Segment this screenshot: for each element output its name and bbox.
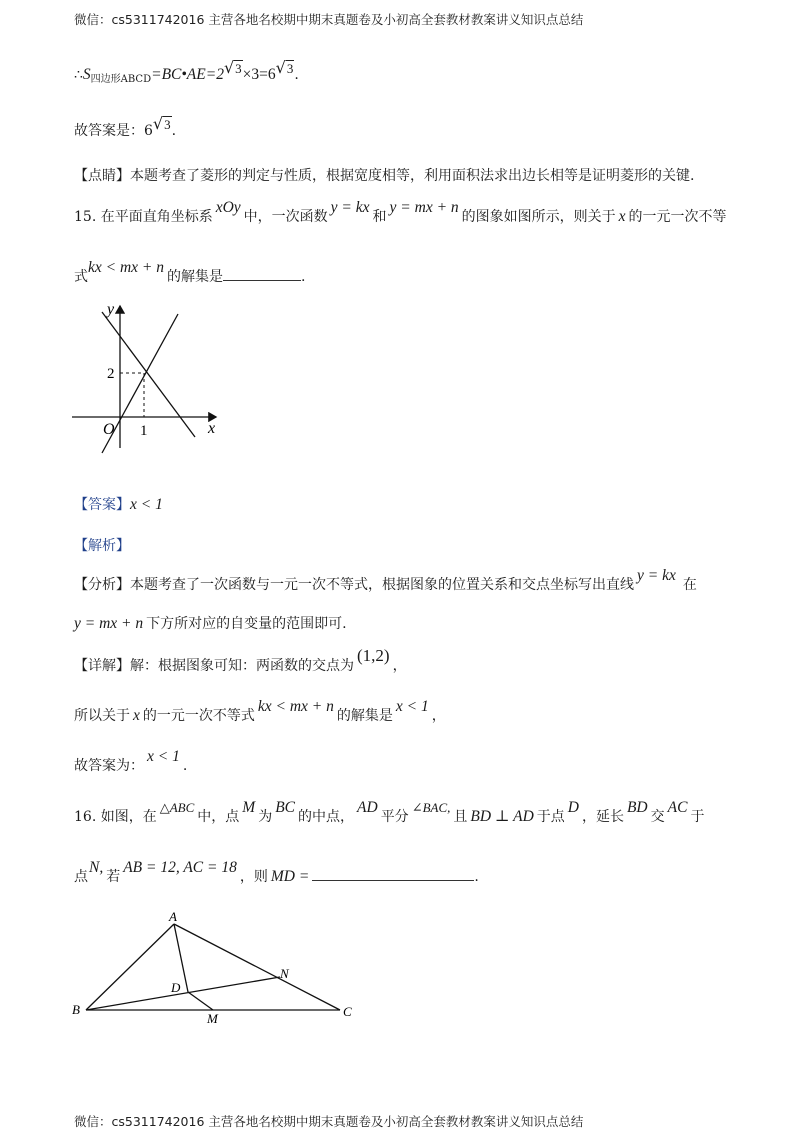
q15-final-line <box>74 748 188 775</box>
q15-xiangjie-line <box>74 646 407 675</box>
q15-xoy: xOy <box>215 199 241 216</box>
q16-answer-blank <box>312 868 474 881</box>
so-x: x <box>133 707 140 724</box>
q15-text7: 的解集是 <box>167 269 224 285</box>
point-n: N <box>280 966 289 981</box>
page-footer: 微信：cs5311742016 主营各地名校期中期末真题卷及小初高全套教材教案讲义知识点总结 <box>74 1114 584 1129</box>
label-y: y <box>107 301 115 318</box>
q16-text9: 交 <box>650 809 665 825</box>
p14-answer-line <box>74 114 177 140</box>
p14-comment-line <box>74 165 694 185</box>
q15-so-line <box>74 698 446 725</box>
q16-triangle-figure <box>64 906 364 1030</box>
label-origin: O <box>103 421 115 438</box>
page-header: 微信：cs5311742016 主营各地名校期中期末真题卷及小初高全套教材教案讲义知识点总结 <box>74 12 584 27</box>
q16-text2: 中，点 <box>197 809 240 825</box>
area-eq-part2: ×3=6 <box>242 66 276 83</box>
final-answer: x < 1 <box>147 748 180 765</box>
q16-number: 16. <box>74 809 97 825</box>
point-d: D <box>171 980 181 995</box>
q16-angle: ∠BAC, <box>411 800 451 815</box>
q16-text8: ，延长 <box>581 809 624 825</box>
xiangjie-text: 解：根据图象可知：两函数的交点为 <box>130 658 354 674</box>
sqrt-3-answer: √3 <box>152 114 171 133</box>
q15-fenxi-line <box>74 567 697 594</box>
q16-line1 <box>74 799 705 826</box>
q16-text5: 平分 <box>380 809 409 825</box>
q16-text14: . <box>474 869 479 885</box>
q16-text6: 且 <box>453 809 468 825</box>
point-m: M <box>207 1011 218 1026</box>
q16-bc: BC <box>275 799 296 816</box>
q15-text4: 的图象如图所示，则关于 <box>461 209 616 225</box>
final-text: 故答案为： <box>74 758 144 774</box>
q15-text2: 中，一次函数 <box>243 209 328 225</box>
q16-text10: 于 <box>690 809 705 825</box>
q15-answer-blank <box>223 268 301 281</box>
q15-number: 15. <box>74 209 97 225</box>
q16-triangle: △ABC <box>159 800 195 815</box>
fenxi-zai: 在 <box>682 577 697 593</box>
so-comma: ， <box>431 708 446 724</box>
q16-line2 <box>74 859 479 886</box>
q15-text8: . <box>301 269 306 285</box>
q16-ac: AC <box>667 799 688 816</box>
final-period: . <box>182 758 188 774</box>
q16-ad: AD <box>357 799 378 816</box>
q16-n: N, <box>89 859 104 876</box>
label-1: 1 <box>140 423 148 439</box>
q15-inequality: kx < mx + n <box>88 259 165 276</box>
q15-func2: y = mx + n <box>389 199 459 216</box>
q16-d: D <box>567 799 579 816</box>
area-formula-line <box>74 58 299 85</box>
q16-text12: 若 <box>106 869 121 885</box>
answer-tag: 【答案】 <box>74 497 130 513</box>
side-ac <box>174 924 340 1010</box>
q16-md: MD = <box>270 868 310 885</box>
q15-answer-line <box>74 494 163 514</box>
q16-perp: BD ⊥ AD <box>470 808 534 825</box>
q15-line2 <box>74 259 306 286</box>
analysis-tag: 【解析】 <box>74 538 130 554</box>
q15-text5: 的一元一次不等 <box>628 209 727 225</box>
q15-text6: 式 <box>74 269 88 285</box>
q16-text3: 为 <box>258 809 273 825</box>
fenxi-tag: 【分析】 <box>74 577 130 593</box>
q15-analysis-line <box>74 535 130 555</box>
q16-text4: 的中点， <box>298 809 355 825</box>
vertex-b: B <box>72 1002 80 1017</box>
segment-dm <box>188 992 213 1010</box>
q16-bd: BD <box>626 799 648 816</box>
q15-answer: x < 1 <box>130 496 163 513</box>
area-subscript: 四边形ABCD <box>90 74 152 85</box>
q15-line1 <box>74 199 727 226</box>
comment-text: 本题考查了菱形的判定与性质，根据宽度相等，利用面积法求出边长相等是证明菱形的关键. <box>130 168 695 184</box>
fenxi-text2: 下方所对应的自变量的范围即可. <box>146 616 347 632</box>
q15-x: x <box>618 208 626 225</box>
so-text2: 的一元一次不等式 <box>142 708 255 724</box>
q16-text11: 点 <box>74 869 88 885</box>
q15-fenxi-line2 <box>74 613 347 633</box>
so-text1: 所以关于 <box>74 708 130 724</box>
xiangjie-tag: 【详解】 <box>74 658 130 674</box>
intersection-point: (1,2) <box>357 646 390 665</box>
comment-tag: 【点睛】 <box>74 168 130 184</box>
label-2: 2 <box>107 366 115 382</box>
fenxi-func1: y = kx <box>637 567 676 584</box>
sqrt-3-a: √3 <box>223 58 242 77</box>
sqrt-3-b: √3 <box>275 58 294 77</box>
q15-graph <box>60 298 230 460</box>
q15-text3: 和 <box>372 209 387 225</box>
so-inequality: kx < mx + n <box>257 698 334 715</box>
q15-func1: y = kx <box>330 199 370 216</box>
area-symbol: S <box>82 66 91 83</box>
p14-answer-prefix: 故答案是：6 <box>74 123 153 139</box>
fenxi-func2: y = mx + n <box>74 615 144 632</box>
line-y-mx-n <box>102 312 195 437</box>
xiangjie-comma: ， <box>392 658 407 674</box>
q16-text7: 于点 <box>536 809 565 825</box>
area-eq-part1: =BC•AE=2 <box>151 66 224 83</box>
q16-text1: 如图，在 <box>100 809 157 825</box>
q16-m: M <box>242 799 256 816</box>
area-period: . <box>294 67 299 83</box>
vertex-c: C <box>343 1004 352 1019</box>
fenxi-text: 本题考查了一次函数与一元一次不等式，根据图象的位置关系和交点坐标写出直线 <box>130 577 634 593</box>
vertex-a: A <box>169 909 177 924</box>
q16-condition: AB = 12, AC = 18 <box>123 859 237 876</box>
label-x: x <box>208 420 216 437</box>
p14-answer-period: . <box>171 123 177 139</box>
so-answer: x < 1 <box>395 698 429 715</box>
so-text3: 的解集是 <box>336 708 393 724</box>
therefore-symbol: ∴ <box>74 67 83 83</box>
q15-text1: 在平面直角坐标系 <box>100 209 213 225</box>
q16-text13: ，则 <box>239 869 268 885</box>
